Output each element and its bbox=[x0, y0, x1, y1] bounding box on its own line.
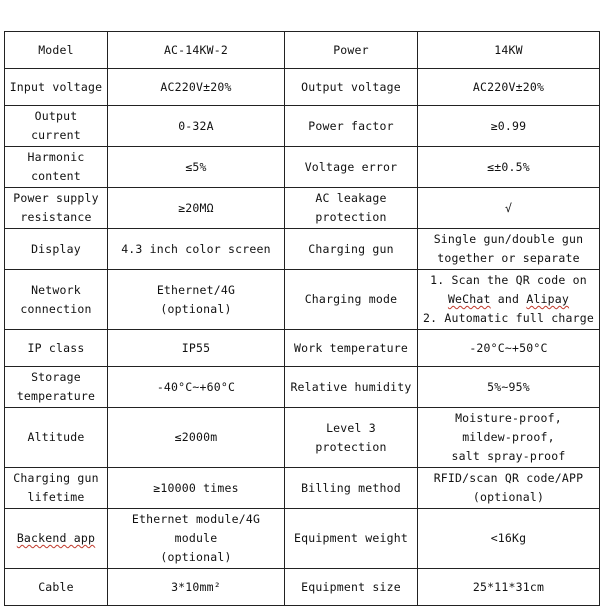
value-output-current: 0-32A bbox=[108, 106, 285, 147]
value-altitude: ≤2000m bbox=[108, 408, 285, 468]
value-billing-method: RFID/scan QR code/APP (optional) bbox=[418, 468, 600, 509]
table-row bbox=[5, 270, 600, 330]
value-storage-temperature: -40°C~+60°C bbox=[108, 367, 285, 408]
table-row bbox=[5, 408, 600, 468]
label-charging-gun-lifetime: Charging gun lifetime bbox=[5, 468, 108, 509]
table-row bbox=[5, 32, 600, 69]
value-power-supply-resistance: ≥20MΩ bbox=[108, 188, 285, 229]
table-row bbox=[5, 509, 600, 569]
label-power-factor: Power factor bbox=[285, 106, 418, 147]
value-power-factor: ≥0.99 bbox=[418, 106, 600, 147]
value-level-3-protection: Moisture-proof, mildew-proof, salt spray-proof bbox=[418, 408, 600, 468]
value-output-voltage: AC220V±20% bbox=[418, 69, 600, 106]
value-ac-leakage-protection: √ bbox=[418, 188, 600, 229]
charging-mode-step-2: 2. Automatic full charge bbox=[423, 311, 594, 325]
charging-mode-step-1: 1. Scan the QR code on bbox=[430, 273, 587, 287]
value-backend-app: Ethernet module/4G module (optional) bbox=[108, 509, 285, 569]
label-voltage-error: Voltage error bbox=[285, 147, 418, 188]
label-altitude: Altitude bbox=[5, 408, 108, 468]
wechat-text: WeChat bbox=[447, 292, 491, 306]
value-charging-gun: Single gun/double gun together or separate bbox=[418, 229, 600, 270]
value-ip-class: IP55 bbox=[108, 330, 285, 367]
value-display: 4.3 inch color screen bbox=[108, 229, 285, 270]
table-row bbox=[5, 69, 600, 106]
alipay-text: Alipay bbox=[526, 292, 570, 306]
label-ac-leakage-protection: AC leakage protection bbox=[285, 188, 418, 229]
value-input-voltage: AC220V±20% bbox=[108, 69, 285, 106]
value-harmonic-content: ≤5% bbox=[108, 147, 285, 188]
value-work-temperature: -20°C~+50°C bbox=[418, 330, 600, 367]
spec-table bbox=[4, 31, 600, 606]
label-charging-gun: Charging gun bbox=[285, 229, 418, 270]
label-storage-temperature: Storage temperature bbox=[5, 367, 108, 408]
table-row bbox=[5, 468, 600, 509]
value-equipment-size: 25*11*31cm bbox=[418, 569, 600, 606]
label-model: Model bbox=[5, 32, 108, 69]
label-display: Display bbox=[5, 229, 108, 270]
value-cable: 3*10mm² bbox=[108, 569, 285, 606]
value-charging-gun-lifetime: ≥10000 times bbox=[108, 468, 285, 509]
label-billing-method: Billing method bbox=[285, 468, 418, 509]
label-backend-app bbox=[5, 509, 108, 569]
label-charging-mode: Charging mode bbox=[285, 270, 418, 330]
and-text: and bbox=[490, 292, 527, 306]
table-row bbox=[5, 367, 600, 408]
value-relative-humidity: 5%~95% bbox=[418, 367, 600, 408]
table-row bbox=[5, 188, 600, 229]
label-output-voltage: Output voltage bbox=[285, 69, 418, 106]
label-work-temperature: Work temperature bbox=[285, 330, 418, 367]
label-relative-humidity: Relative humidity bbox=[285, 367, 418, 408]
label-ip-class: IP class bbox=[5, 330, 108, 367]
table-row bbox=[5, 106, 600, 147]
label-power: Power bbox=[285, 32, 418, 69]
value-voltage-error: ≤±0.5% bbox=[418, 147, 600, 188]
table-row bbox=[5, 330, 600, 367]
label-equipment-weight: Equipment weight bbox=[285, 509, 418, 569]
label-equipment-size: Equipment size bbox=[285, 569, 418, 606]
label-network-connection: Network connection bbox=[5, 270, 108, 330]
value-network-connection: Ethernet/4G (optional) bbox=[108, 270, 285, 330]
value-equipment-weight: <16Kg bbox=[418, 509, 600, 569]
label-power-supply-resistance: Power supply resistance bbox=[5, 188, 108, 229]
value-model: AC-14KW-2 bbox=[108, 32, 285, 69]
table-row bbox=[5, 147, 600, 188]
backend-app-text: Backend app bbox=[16, 531, 96, 545]
label-input-voltage: Input voltage bbox=[5, 69, 108, 106]
value-power: 14KW bbox=[418, 32, 600, 69]
label-level-3-protection: Level 3 protection bbox=[285, 408, 418, 468]
value-charging-mode bbox=[418, 270, 600, 330]
label-cable: Cable bbox=[5, 569, 108, 606]
label-output-current: Output current bbox=[5, 106, 108, 147]
table-row bbox=[5, 229, 600, 270]
label-harmonic-content: Harmonic content bbox=[5, 147, 108, 188]
